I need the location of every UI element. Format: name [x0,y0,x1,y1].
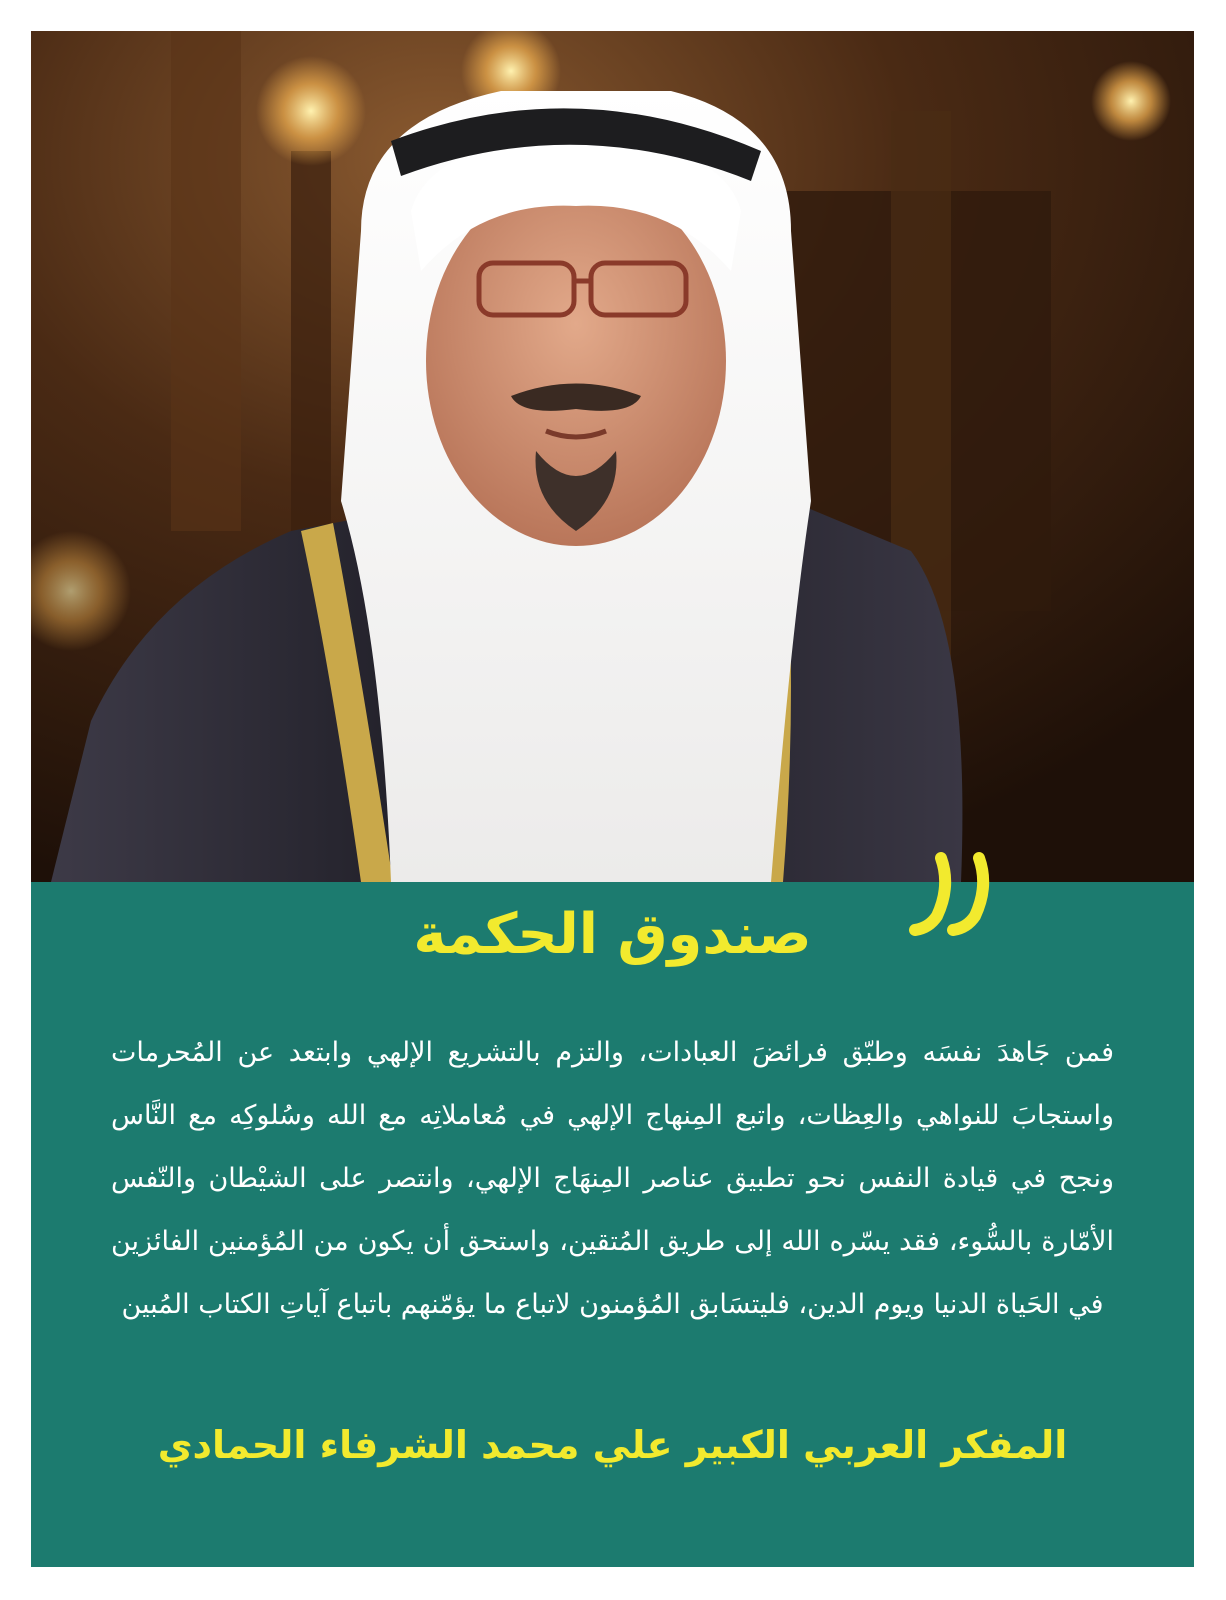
portrait-photo [31,31,1194,882]
card-title: صندوق الحكمة [413,902,812,967]
author-signature: المفكر العربي الكبير علي محمد الشرفاء الحمادي [157,1423,1068,1467]
wisdom-card [31,31,1194,1567]
wisdom-quote-text: فمن جَاهدَ نفسَه وطبّق فرائضَ العبادات، والتزم بالتشريع الإلهي وابتعد عن المُحرمات واستجابَ للنواهي والعِظات، واتبع المِنهاج الإلهي في مُعاملاتِه مع الله وسُلوكِه مع النَّاس ونجح في قيادة النفس نحو تطبيق عناصر المِنهَاج الإلهي، وانتصر على الشيْطان والنّفس الأمّارة بالسُّوء، فقد يسّره الله إلى طريق المُتقين، واستحق أن يكون من المُؤمنين الفائزين في الحَياة الدنيا ويوم الدين، فليتسَابق المُؤمنون لاتباع ما يؤمّنهم باتباع آياتِ الكتاب المُبين [111,1037,1114,1320]
